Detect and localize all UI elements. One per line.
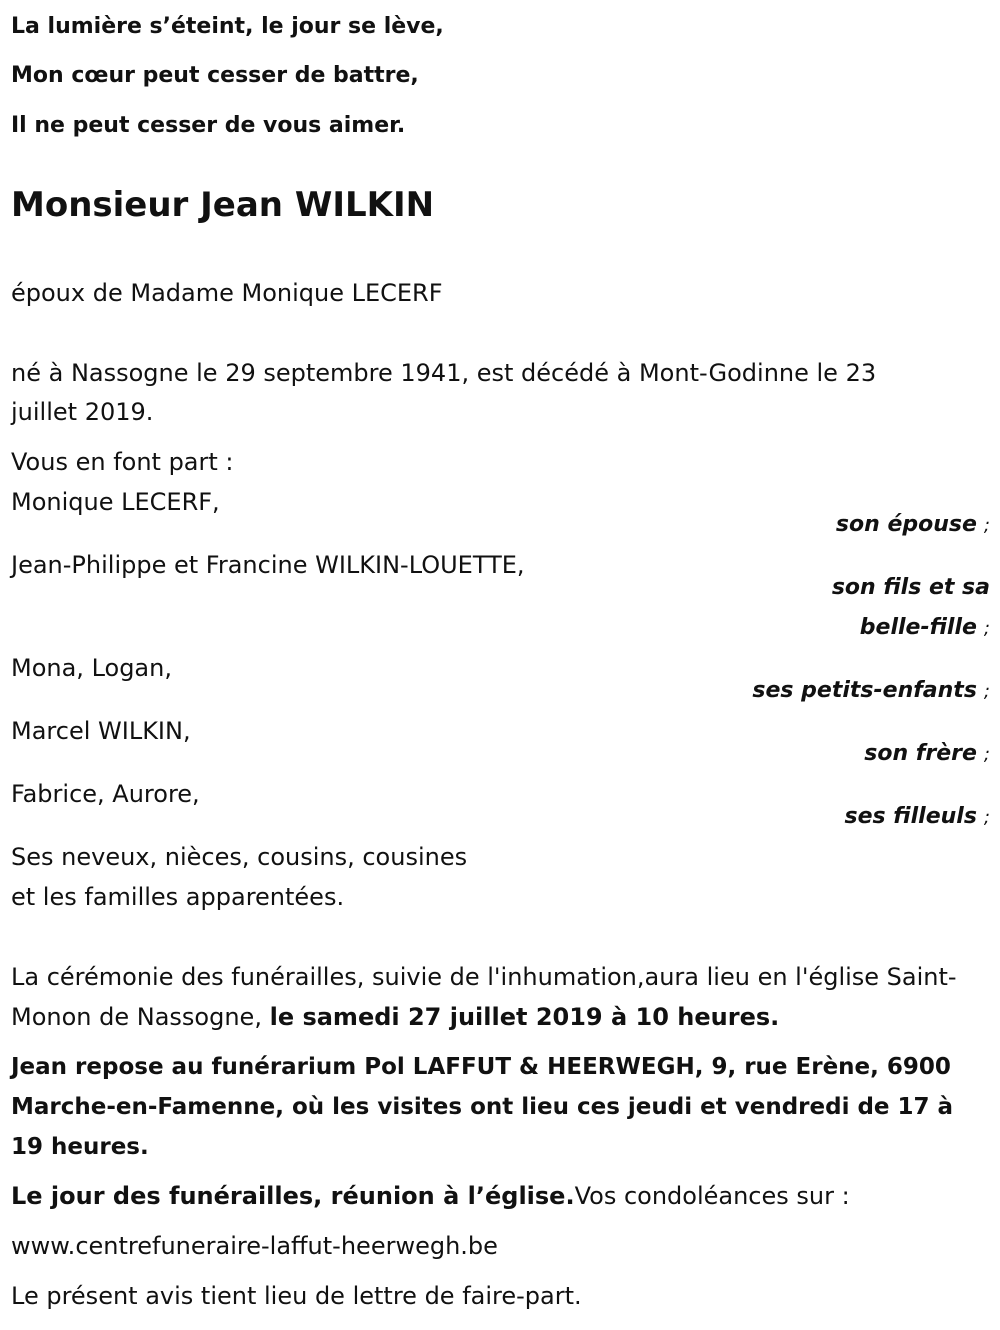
family-names-brother: Marcel WILKIN, — [11, 717, 191, 745]
family-names-grandchildren: Mona, Logan, — [11, 654, 172, 682]
family-names-godchildren: Fabrice, Aurore, — [11, 780, 200, 808]
relation-label: ses petits-enfants — [752, 678, 977, 703]
relation-semicolon: ; — [983, 618, 990, 639]
ceremony-date: le samedi 27 juillet 2019 à 10 heures. — [269, 1003, 780, 1031]
relation-semicolon: ; — [983, 744, 990, 765]
relation-label: ses filleuls — [844, 804, 977, 829]
relation-label: son épouse — [835, 512, 977, 537]
relation-label: son fils et sa — [831, 575, 990, 600]
extended-family-line-1: Ses neveux, nièces, cousins, cousines — [11, 843, 468, 871]
family-names-spouse: Monique LECERF, — [11, 488, 220, 516]
poem-line-2: Mon cœur peut cesser de battre, — [11, 63, 419, 88]
closing-note: Le présent avis tient lieu de lettre de faire-part. — [11, 1282, 582, 1310]
birth-death-line-2: juillet 2019. — [11, 398, 154, 426]
family-relation-grandchildren — [752, 671, 990, 712]
announcement-intro: Vous en font part : — [11, 448, 234, 476]
family-relation-son-line-2 — [860, 608, 990, 649]
relation-label: belle-fille — [859, 615, 977, 640]
poem-line-3: Il ne peut cesser de vous aimer. — [11, 113, 406, 138]
poem-line-1: La lumière s’éteint, le jour se lève, — [11, 14, 444, 39]
ceremony-paragraph — [11, 957, 991, 1037]
relation-semicolon: ; — [983, 681, 990, 702]
deceased-name: Monsieur Jean WILKIN — [11, 185, 435, 225]
meeting-text: Le jour des funérailles, réunion à l’église. — [11, 1182, 575, 1210]
family-relation-brother — [864, 734, 990, 775]
family-relation-godchildren — [845, 797, 990, 838]
family-relation-spouse — [836, 505, 990, 546]
relation-semicolon: ; — [983, 515, 990, 536]
condolences-website: www.centrefuneraire-laffut-heerwegh.be — [11, 1232, 498, 1260]
family-names-son: Jean-Philippe et Francine WILKIN-LOUETTE, — [11, 551, 525, 579]
extended-family-line-2: et les familles apparentées. — [11, 883, 345, 911]
spouse-line: époux de Madame Monique LECERF — [11, 279, 443, 307]
family-relation-son-line-1 — [832, 568, 990, 608]
condolences-text: Vos condoléances sur : — [574, 1182, 850, 1210]
visitation-paragraph: Jean repose au funérarium Pol LAFFUT & HEERWEGH, 9, rue Erène, 6900 Marche-en-Famenne, où les visites ont lieu ces jeudi et vendredi de 17 à 19 heures. — [11, 1054, 954, 1160]
relation-semicolon: ; — [983, 807, 990, 828]
ceremony-text: La cérémonie des funérailles, suivie de l'inhumation,aura lieu en l'église Saint-Monon de Nassogne, — [11, 963, 957, 1031]
relation-label: son frère — [864, 741, 977, 766]
meeting-line — [11, 1176, 850, 1216]
birth-death-line-1: né à Nassogne le 29 septembre 1941, est décédé à Mont-Godinne le 23 — [11, 359, 877, 387]
